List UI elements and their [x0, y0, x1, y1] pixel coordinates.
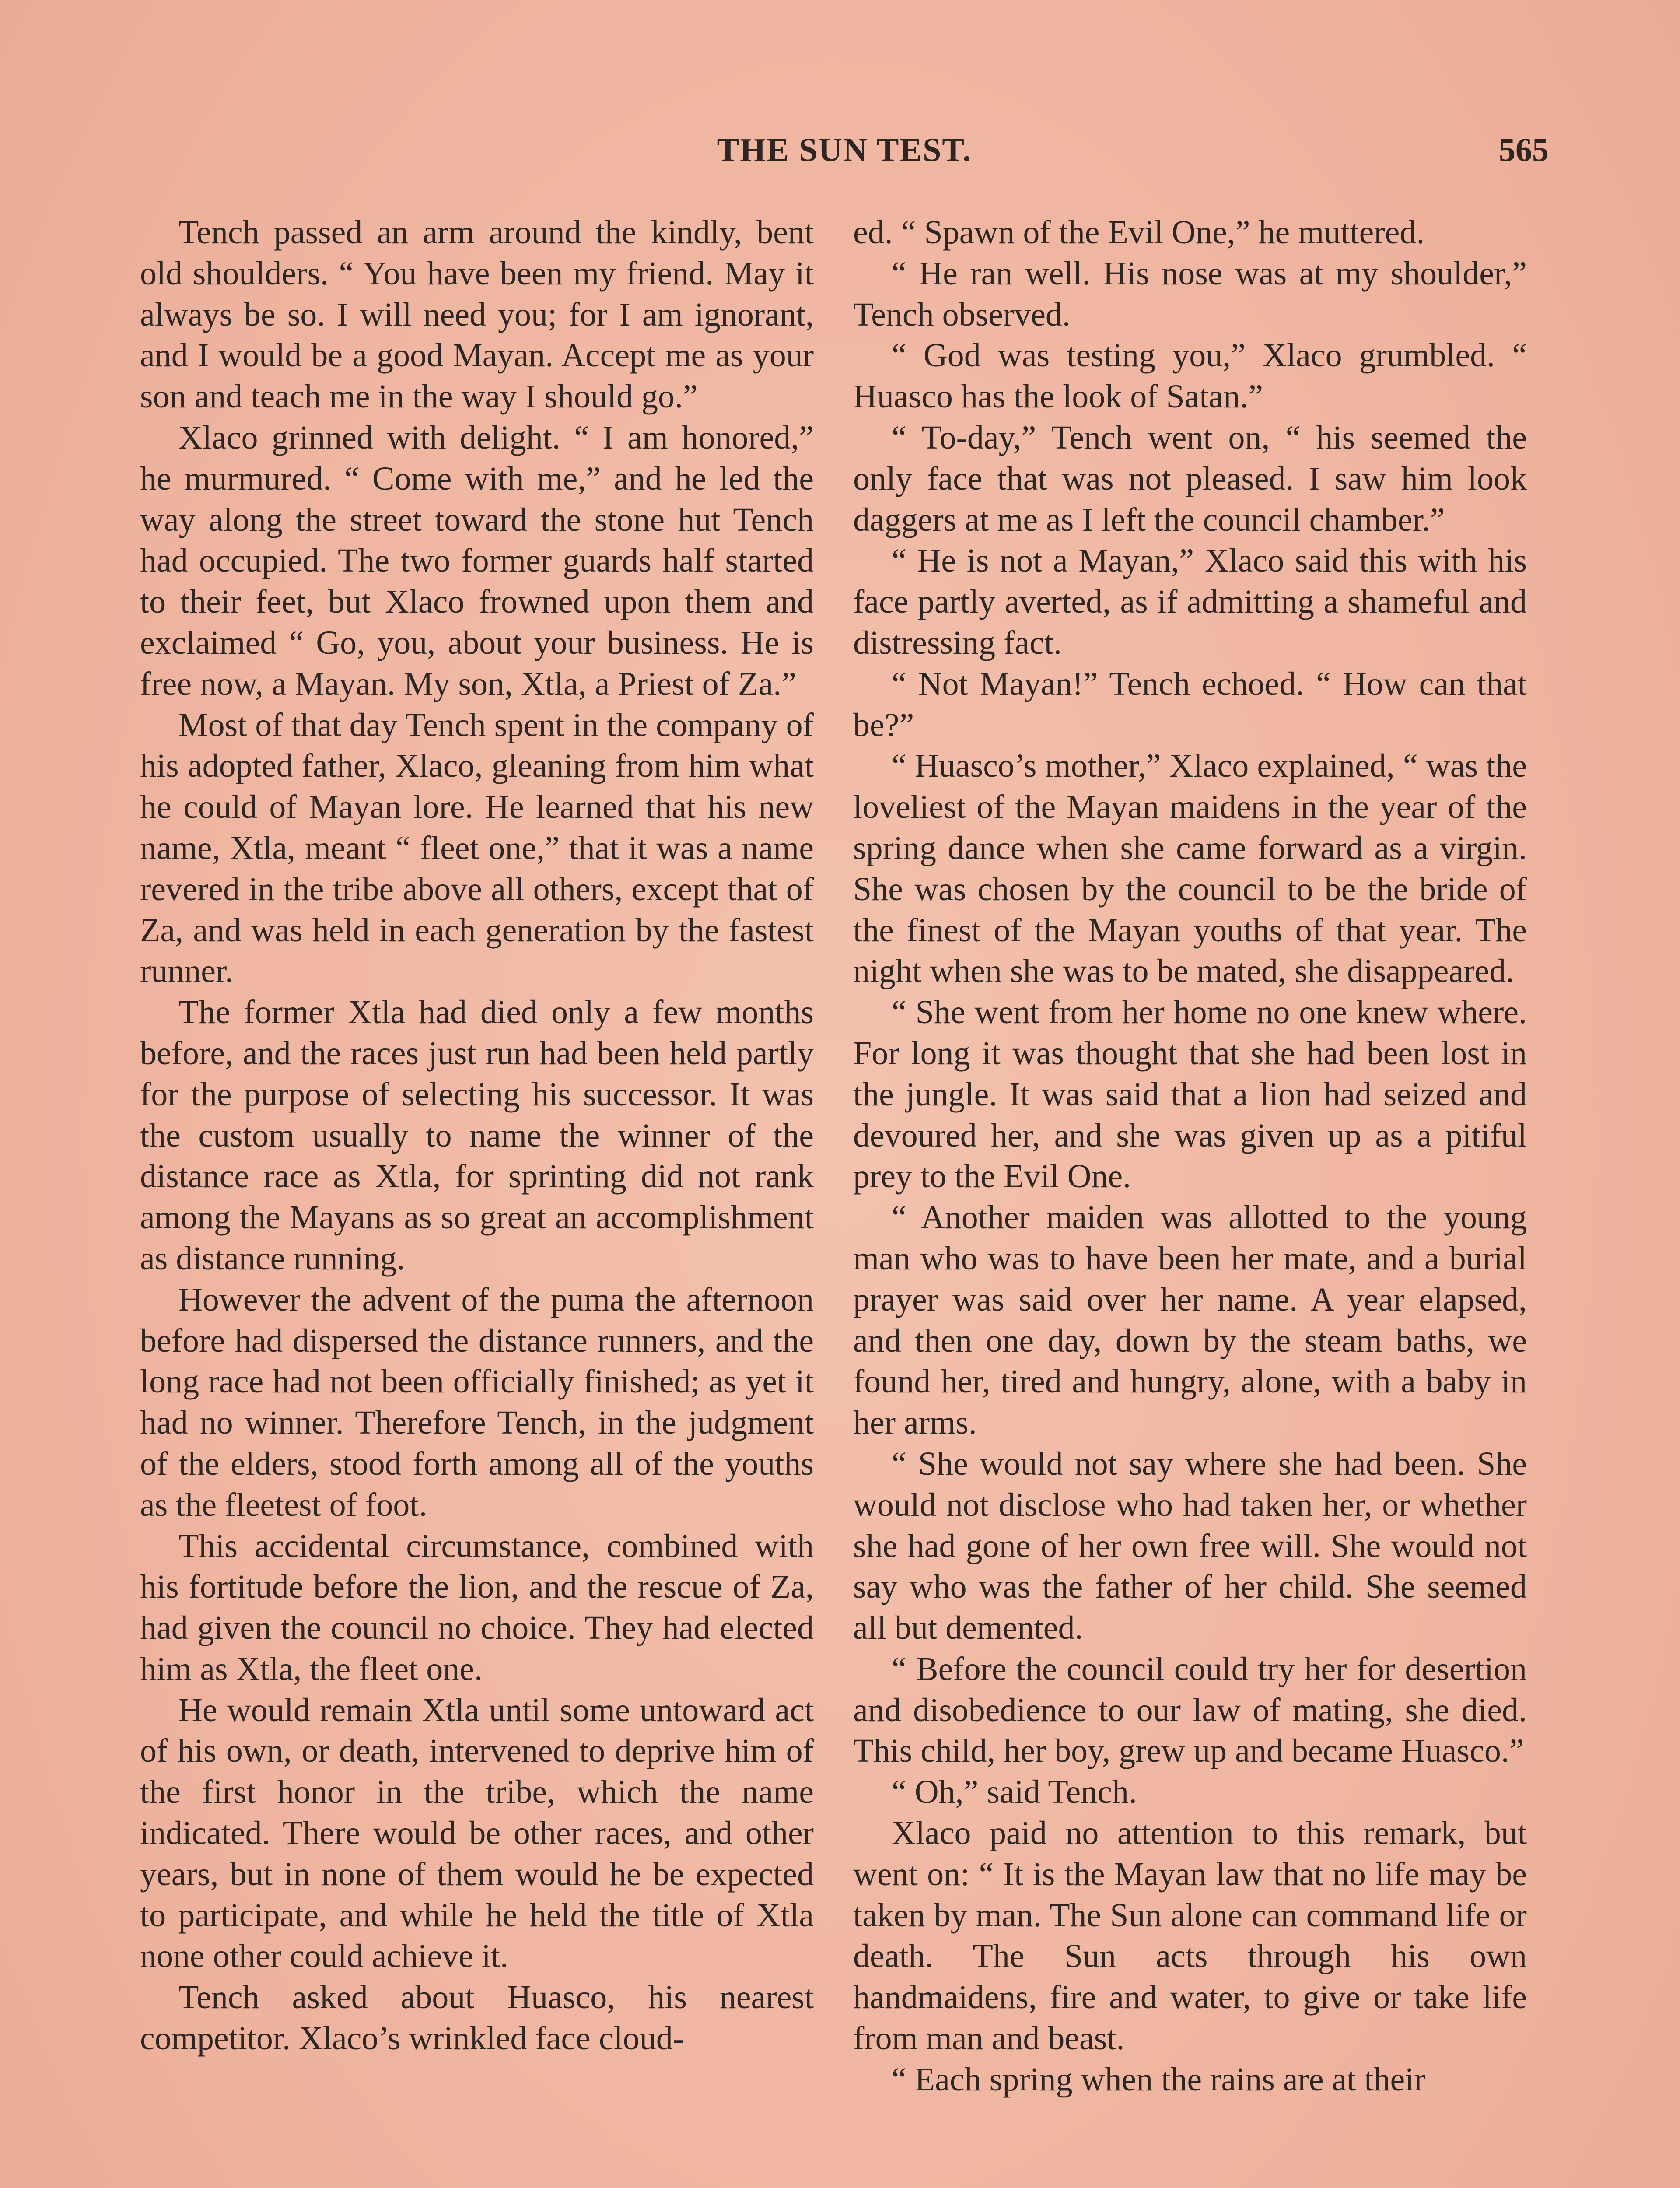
paragraph: “ God was testing you,” Xlaco grumbled. “ Huasco has the look of Satan.”: [853, 337, 1527, 415]
paragraph: “ He is not a Mayan,” Xlaco said this with his face partly averted, as if admitting a shameful and distressing fact.: [853, 542, 1527, 661]
paragraph: Tench asked about Huasco, his nearest competitor. Xlaco’s wrinkled face cloud-: [140, 1979, 814, 2057]
paragraph: “ Before the council could try her for desertion and disobedience to our law of mating, she died. This child, her boy, grew up and became Huasco.”: [853, 1650, 1527, 1770]
paragraph: “ She went from her home no one knew where. For long it was thought that she had been lost in the jungle. It was said that a lion had seized and devoured her, and she was given up as a pitiful prey to the Evil One.: [853, 994, 1527, 1195]
paragraph: “ Another maiden was allotted to the young man who was to have been her mate, and a burial prayer was said over her name. A year elapsed, and then one day, down by the steam baths, we found her, tired and hungry, alone, with a baby in her arms.: [853, 1199, 1527, 1441]
running-title: THE SUN TEST.: [717, 132, 972, 168]
right-column: [853, 212, 1527, 2100]
paragraph: However the advent of the puma the afternoon before had dispersed the distance runners, and the long race had not been officially finished; as yet it had no winner. Therefore Tench, in the judgment of the elders, stood forth among all of the youths as the fleetest of foot.: [140, 1281, 814, 1523]
paragraph: Xlaco paid no attention to this remark, but went on: “ It is the Mayan law that no life may be taken by man. The Sun alone can command life or death. The Sun acts through his own handmaidens, fire and water, to give or take life from man and beast.: [853, 1815, 1527, 2057]
page-number: 565: [1499, 132, 1549, 168]
paragraph: This accidental circumstance, combined with his fortitude before the lion, and the rescue of Za, had given the council no choice. They had elected him as Xtla, the fleet one.: [140, 1527, 814, 1687]
paragraph: Tench passed an arm around the kindly, bent old shoulders. “ You have been my friend. May it always be so. I will need you; for I am ignorant, and I would be a good Mayan. Accept me as your son and teach me in the way I should go.”: [140, 214, 814, 415]
paragraph-continued: ed. “ Spawn of the Evil One,” he muttered.: [853, 214, 1425, 251]
paragraph: Most of that day Tench spent in the company of his adopted father, Xlaco, gleaning from him what he could of Mayan lore. He learned that his new name, Xtla, meant “ fleet one,” that it was a name revered in the tribe above all others, except that of Za, and was held in each generation by the fastest runner.: [140, 706, 814, 990]
left-column: [140, 212, 814, 2059]
paragraph: “ To-day,” Tench went on, “ his seemed the only face that was not pleased. I saw him look daggers at me as I left the council chamber.”: [853, 419, 1527, 538]
paragraph: “ Huasco’s mother,” Xlaco explained, “ was the loveliest of the Mayan maidens in the year of the spring dance when she came forward as a virgin. She was chosen by the council to be the bride of the finest of the Mayan youths of that year. The night when she was to be mated, she disappeared.: [853, 747, 1527, 990]
paragraph: “ He ran well. His nose was at my shoulder,” Tench observed.: [853, 255, 1527, 333]
paragraph: The former Xtla had died only a few months before, and the races just run had been held partly for the purpose of selecting his successor. It was the custom usually to name the winner of the distance race as Xtla, for sprinting did not rank among the Mayans as so great an accomplishment as distance running.: [140, 994, 814, 1277]
page-header: [140, 131, 1549, 179]
paragraph: He would remain Xtla until some untoward act of his own, or death, intervened to deprive him of the first honor in the tribe, which the name indicated. There would be other races, and other years, but in none of them would he be expected to participate, and while he held the title of Xtla none other could achieve it.: [140, 1691, 814, 1975]
paragraph: “ Each spring when the rains are at their: [892, 2061, 1425, 2098]
paragraph: “ Not Mayan!” Tench echoed. “ How can that be?”: [853, 665, 1527, 743]
paragraph: Xlaco grinned with delight. “ I am honored,” he murmured. “ Come with me,” and he led the way along the street toward the stone hut Tench had occupied. The two former guards half started to their feet, but Xlaco frowned upon them and exclaimed “ Go, you, about your business. He is free now, a Mayan. My son, Xtla, a Priest of Za.”: [140, 419, 814, 702]
paragraph: “ She would not say where she had been. She would not disclose who had taken her, or whether she had gone of her own free will. She would not say who was the father of her child. She seemed all but demented.: [853, 1445, 1527, 1647]
paragraph: “ Oh,” said Tench.: [892, 1774, 1137, 1811]
